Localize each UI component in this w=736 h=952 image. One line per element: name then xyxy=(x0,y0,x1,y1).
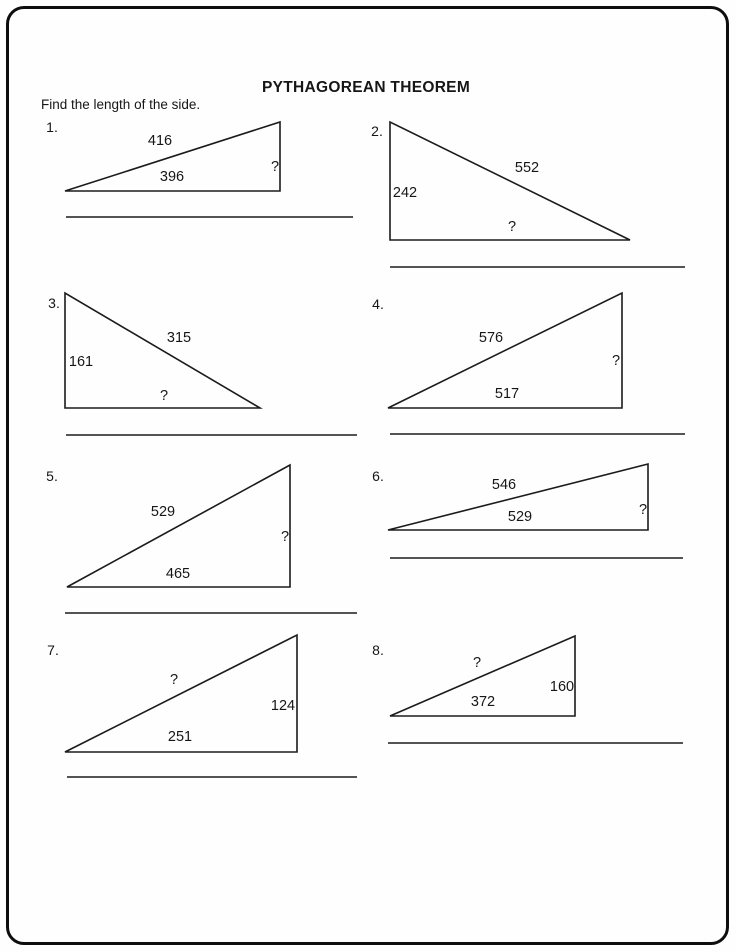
problem-8-height-label: 160 xyxy=(549,678,575,695)
problem-1-base-label: 396 xyxy=(159,168,185,185)
problem-2-base-label: ? xyxy=(507,218,517,235)
problem-1-hypotenuse-label: 416 xyxy=(147,132,173,149)
problem-6-height-label: ? xyxy=(638,501,648,518)
problem-7-hypotenuse-label: ? xyxy=(169,671,179,688)
problem-2-hypotenuse-label: 552 xyxy=(514,159,540,176)
problem-5-hypotenuse-label: 529 xyxy=(150,503,176,520)
page-title: PYTHAGOREAN THEOREM xyxy=(261,79,471,96)
problem-4-base-label: 517 xyxy=(494,385,520,402)
problem-4-height-label: ? xyxy=(611,352,621,369)
problem-7-number: 7. xyxy=(47,642,59,658)
problem-6-number: 6. xyxy=(372,468,384,484)
problem-4-number: 4. xyxy=(372,296,384,312)
problem-5-number: 5. xyxy=(46,468,58,484)
problem-8-number: 8. xyxy=(372,642,384,658)
problem-8-base-label: 372 xyxy=(470,693,496,710)
problem-8-hypotenuse-label: ? xyxy=(472,654,482,671)
problem-2-height-label: 242 xyxy=(392,184,418,201)
problem-1-height-label: ? xyxy=(270,158,280,175)
problem-2-number: 2. xyxy=(371,123,383,139)
problem-6-hypotenuse-label: 546 xyxy=(491,476,517,493)
problem-4-hypotenuse-label: 576 xyxy=(478,329,504,346)
problem-3-number: 3. xyxy=(48,295,60,311)
problem-7-height-label: 124 xyxy=(270,697,296,714)
problem-6-base-label: 529 xyxy=(507,508,533,525)
problem-1-number: 1. xyxy=(46,119,58,135)
problem-3-height-label: 161 xyxy=(68,353,94,370)
instruction-text: Find the length of the side. xyxy=(41,97,201,112)
problem-3-hypotenuse-label: 315 xyxy=(166,329,192,346)
problem-5-height-label: ? xyxy=(280,528,290,545)
problem-3-base-label: ? xyxy=(159,387,169,404)
problem-5-base-label: 465 xyxy=(165,565,191,582)
problem-7-base-label: 251 xyxy=(167,728,193,745)
